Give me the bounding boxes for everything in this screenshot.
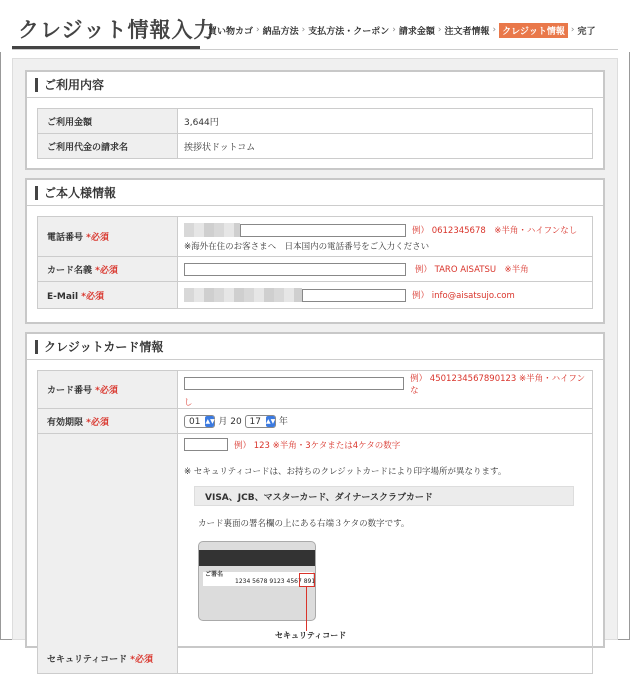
required-mark: *必須 bbox=[81, 291, 104, 302]
card-name-cell bbox=[178, 257, 593, 282]
chevron-right-icon: › bbox=[492, 25, 497, 35]
required-mark: *必須 bbox=[130, 655, 153, 665]
card-number-cell bbox=[178, 371, 593, 409]
chevron-right-icon: › bbox=[570, 25, 575, 35]
step-delivery: 納品方法 bbox=[262, 26, 299, 37]
magnetic-strip bbox=[199, 550, 315, 566]
table-row bbox=[38, 409, 593, 434]
step-complete: 完了 bbox=[577, 26, 596, 37]
supported-card-types: VISA、JCB、マスターカード、ダイナースクラブカード bbox=[194, 486, 574, 506]
expiry-month-select[interactable]: 01 ▲▼ bbox=[184, 415, 215, 428]
card-name-label: カード名義 *必須 bbox=[38, 257, 178, 282]
expiry-cell: 01 ▲▼ 月 20 17 ▲▼ 年 bbox=[178, 409, 593, 434]
security-code-caption: セキュリティコード bbox=[275, 631, 347, 640]
chevron-right-icon: › bbox=[256, 25, 260, 35]
billing-name-value: 挨拶状ドットコム bbox=[178, 134, 593, 159]
expiry-year-select[interactable]: 17 ▲▼ bbox=[245, 415, 276, 428]
phone-hint: 例） 0612345678 ※半角・ハイフンなし bbox=[412, 226, 578, 236]
phone-label: 電話番号 *必須 bbox=[38, 217, 178, 257]
select-arrows-icon: ▲▼ bbox=[205, 418, 215, 425]
chevron-right-icon: › bbox=[437, 25, 442, 35]
table-row bbox=[38, 257, 593, 282]
usage-amount-label: ご利用金額 bbox=[38, 109, 178, 134]
phone-cell bbox=[178, 217, 593, 257]
card-name-hint: 例） TARO AISATSU ※半角 bbox=[414, 264, 529, 275]
security-code-input[interactable] bbox=[184, 438, 228, 451]
table-row bbox=[38, 371, 593, 409]
step-cart: 買い物カゴ bbox=[208, 26, 254, 37]
security-code-note: ※ セキュリティコードは、お持ちのクレジットカードにより印字場所が異なります。 bbox=[184, 467, 507, 477]
personal-table bbox=[37, 216, 593, 309]
table-row bbox=[38, 109, 593, 134]
email-label: E-Mail *必須 bbox=[38, 282, 178, 309]
card-name-input[interactable] bbox=[184, 263, 406, 276]
security-code-cell bbox=[178, 434, 593, 674]
security-code-label: セキュリティコード *必須 bbox=[38, 434, 178, 674]
usage-amount-value: 3,644円 bbox=[178, 109, 593, 134]
card-sample-number: 1234 5678 9123 4567 891 bbox=[235, 578, 316, 585]
email-cell bbox=[178, 282, 593, 309]
card-back-illustration bbox=[198, 541, 347, 640]
card-section-heading: クレジットカード情報 bbox=[27, 334, 603, 360]
usage-section-heading: ご利用内容 bbox=[27, 72, 603, 98]
header-divider bbox=[12, 49, 618, 50]
card-number-hint-wrap: し bbox=[184, 397, 193, 408]
table-row bbox=[38, 134, 593, 159]
heading-bar bbox=[35, 186, 38, 200]
step-billing: 請求金額 bbox=[398, 26, 435, 37]
heading-bar bbox=[35, 340, 38, 354]
select-arrows-icon: ▲▼ bbox=[266, 418, 276, 425]
card-number-label: カード番号 *必須 bbox=[38, 371, 178, 409]
billing-name-label: ご利用代金の請求名 bbox=[38, 134, 178, 159]
chevron-right-icon: › bbox=[301, 25, 306, 35]
page-header bbox=[0, 0, 630, 52]
personal-section bbox=[25, 178, 605, 324]
usage-table bbox=[37, 108, 593, 159]
card-number-hint: 例） 4501234567890123 ※半角・ハイフンな bbox=[410, 373, 586, 396]
page-title: クレジット情報入力 bbox=[18, 18, 216, 42]
card-number-input[interactable] bbox=[184, 377, 404, 390]
email-input[interactable] bbox=[302, 289, 406, 302]
redacted-email bbox=[184, 288, 302, 302]
card-section bbox=[25, 332, 605, 665]
phone-input[interactable] bbox=[240, 224, 406, 237]
signature-label: ご署名 bbox=[205, 571, 224, 578]
usage-section bbox=[25, 70, 605, 170]
table-row bbox=[38, 434, 593, 674]
heading-bar bbox=[35, 78, 38, 92]
security-code-description: カード裏面の署名欄の上にある右端３ケタの数字です。 bbox=[198, 519, 410, 529]
table-row bbox=[38, 217, 593, 257]
table-row bbox=[38, 282, 593, 309]
phone-note: ※海外在住のお客さまへ 日本国内の電話番号をご入力ください bbox=[184, 242, 430, 252]
required-mark: *必須 bbox=[95, 386, 118, 396]
chevron-right-icon: › bbox=[392, 25, 396, 35]
step-progress bbox=[208, 22, 596, 38]
required-mark: *必須 bbox=[86, 417, 109, 428]
step-orderer: 注文者情報 bbox=[444, 26, 490, 37]
security-code-hint: 例） 123 ※半角・3ケタまたは4ケタの数字 bbox=[234, 440, 401, 451]
card-table bbox=[37, 370, 593, 674]
required-mark: *必須 bbox=[86, 233, 109, 243]
cvv-highlight-box bbox=[299, 573, 315, 587]
email-hint: 例） info@aisatsujo.com bbox=[412, 291, 515, 301]
cvv-pointer-line bbox=[306, 587, 307, 631]
personal-section-heading: ご本人様情報 bbox=[27, 180, 603, 206]
step-credit-active: クレジット情報 bbox=[499, 23, 568, 38]
required-mark: *必須 bbox=[95, 265, 118, 276]
step-payment: 支払方法・クーポン bbox=[308, 26, 390, 37]
expiry-label: 有効期限 *必須 bbox=[38, 409, 178, 434]
redacted-phone bbox=[184, 223, 240, 237]
